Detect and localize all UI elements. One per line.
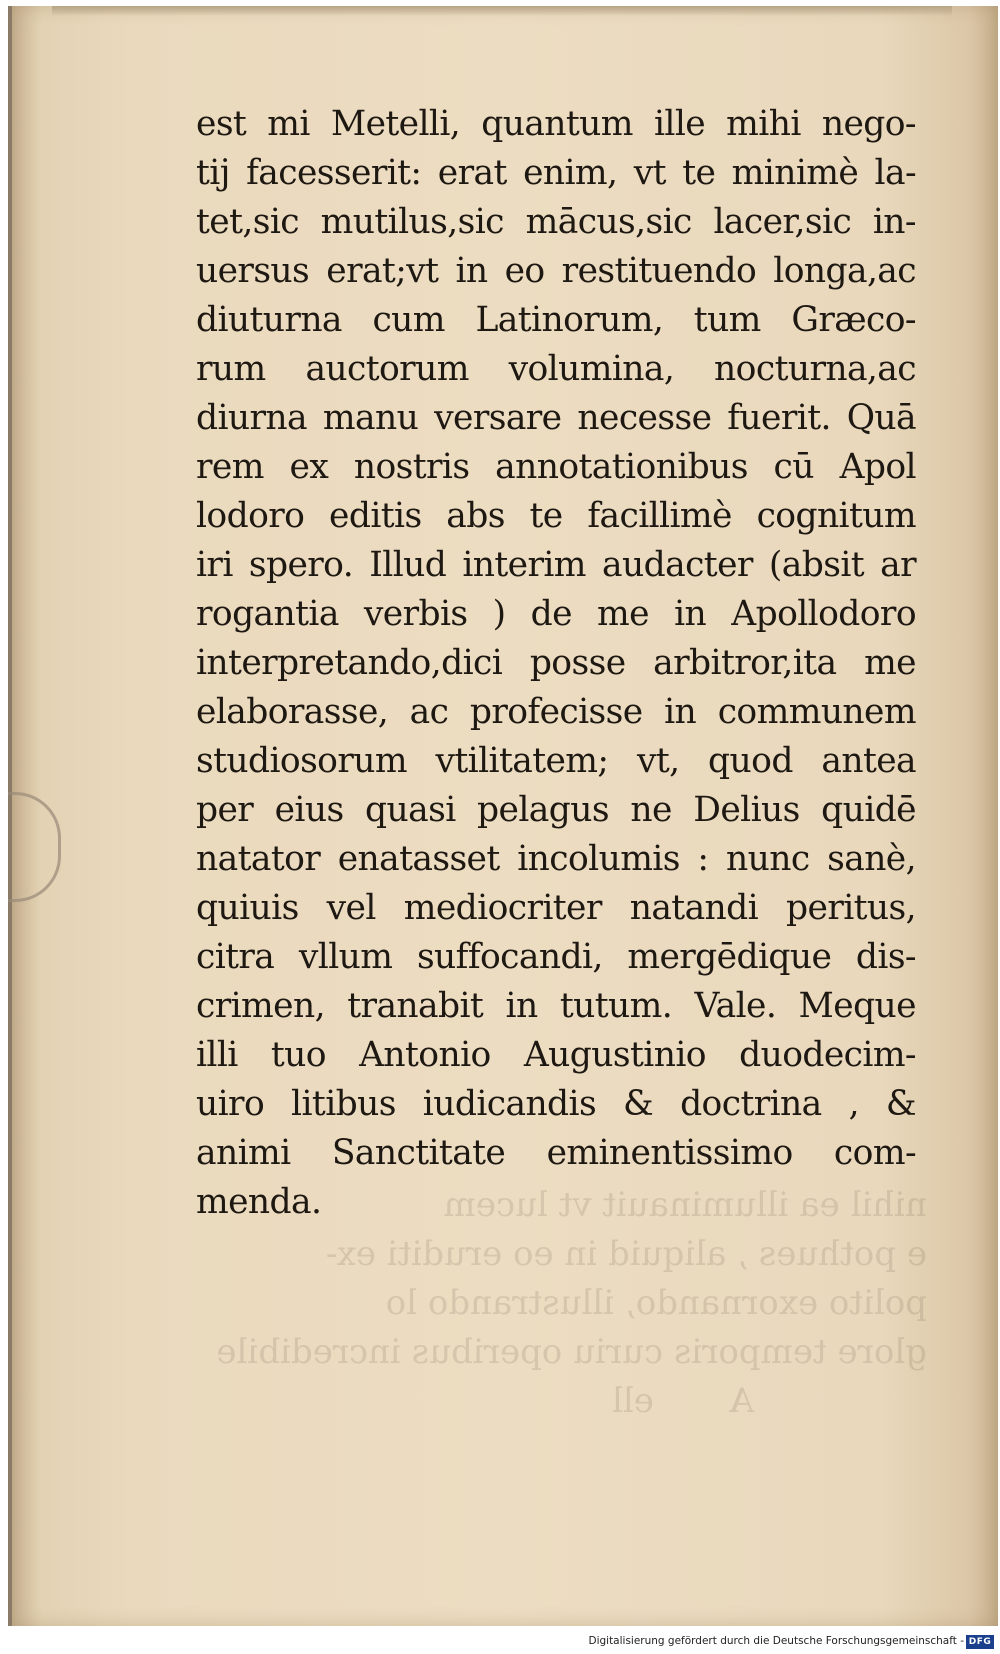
text-line-12: interpretando,dici posse arbitror,ita me: [196, 643, 916, 683]
text-line-11: rogantia verbis ) de me in Apollodoro: [196, 594, 916, 634]
text-line-16: natator enatasset incolumis : nunc sanè,: [196, 839, 916, 879]
show-through-from-reverse: nihil ea illuminauit vt lucem e pothues , aliquid in eo eruditi ex- polito exornando, illustrando lo glore temporis curiu operibus incredibile A ell: [216, 1185, 927, 1421]
text-line-19: crimen, tranabit in tutum. Vale. Meque: [196, 986, 916, 1026]
latin-text-block: [196, 100, 916, 1227]
text-line-7: diurna manu versare necesse fuerit. Quā: [196, 398, 916, 438]
text-line-9: lodoro editis abs te facillimè cognitum: [196, 496, 916, 536]
text-line-10: iri spero. Illud interim audacter (absit ar: [196, 545, 916, 585]
text-line-8: rem ex nostris annotationibus cū Apol: [196, 447, 916, 487]
dfg-logo-icon: DFG: [966, 1635, 994, 1649]
text-line-17: quiuis vel mediocriter natandi peritus,: [196, 888, 916, 928]
text-line-20: illi tuo Antonio Augustinio duodecim-: [196, 1035, 916, 1075]
text-line-2: tij facesserit: erat enim, vt te minimè la-: [196, 153, 916, 193]
text-line-1: est mi Metelli, quantum ille mihi nego-: [196, 104, 916, 144]
text-line-21: uiro litibus iudicandis & doctrina , &: [196, 1084, 916, 1124]
text-line-6: rum auctorum volumina, nocturna,ac: [196, 349, 916, 389]
text-line-18: citra vllum suffocandi, mergēdique dis-: [196, 937, 916, 977]
digitization-footer: [0, 1632, 1000, 1654]
funding-credit: Digitalisierung gefördert durch die Deutsche Forschungsgemeinschaft -: [588, 1635, 964, 1647]
text-line-23: menda.: [196, 1182, 322, 1222]
text-line-13: elaborasse, ac profecisse in communem: [196, 692, 916, 732]
text-line-4: uersus erat;vt in eo restituendo longa,ac: [196, 251, 916, 291]
text-line-22: animi Sanctitate eminentissimo com-: [196, 1133, 916, 1173]
text-line-15: per eius quasi pelagus ne Delius quidē: [196, 790, 916, 830]
binding-clasp-mark: [8, 792, 61, 902]
text-line-3: tet,sic mutilus,sic mācus,sic lacer,sic in-: [196, 202, 916, 242]
text-line-5: diuturna cum Latinorum, tum Græco-: [196, 300, 916, 340]
page-edge-shadow: [52, 6, 952, 16]
text-line-14: studiosorum vtilitatem; vt, quod antea: [196, 741, 916, 781]
